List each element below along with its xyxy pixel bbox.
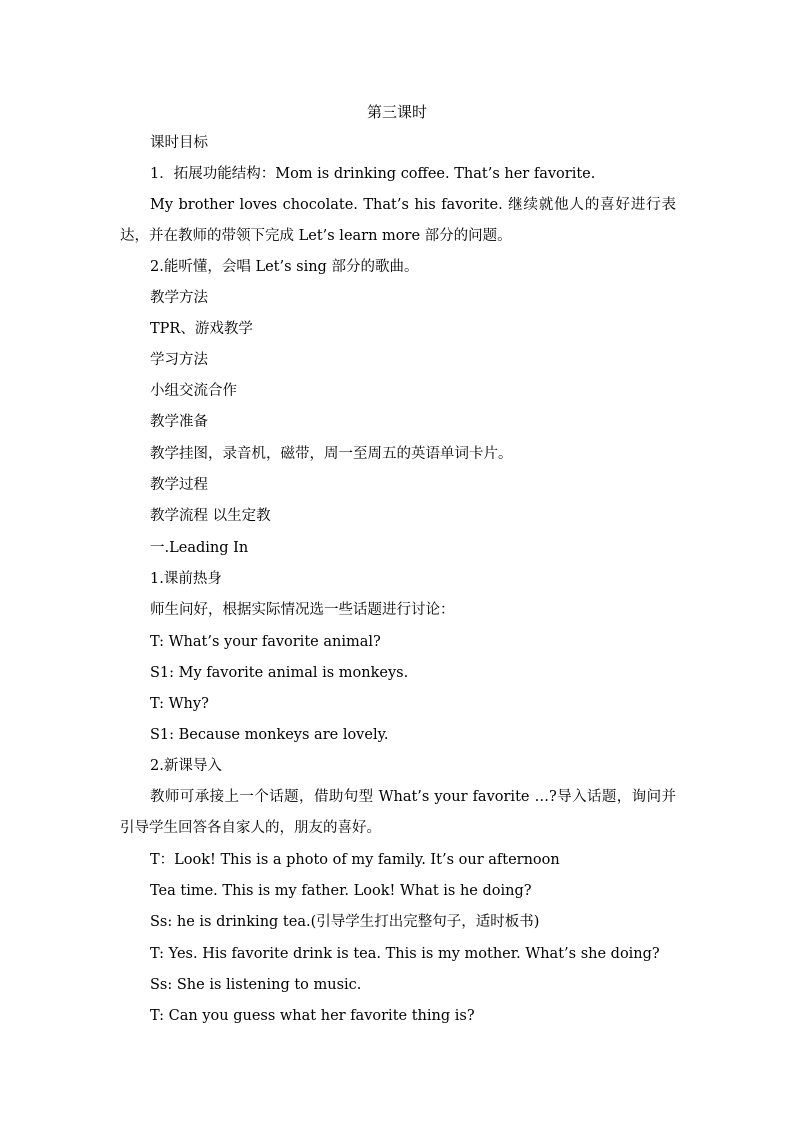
dialog-line: T: What’s your favorite animal? <box>150 634 381 650</box>
step-warm-up: 1.课前热身 <box>150 571 222 587</box>
objective-1: 1．拓展功能结构：Mom is drinking coffee. That’s her favorite. <box>150 166 596 182</box>
objectives-heading: 课时目标 <box>150 135 208 151</box>
dialog-line: Ss: She is listening to music. <box>150 977 362 993</box>
step-new-lesson: 2.新课导入 <box>150 758 222 774</box>
preparation: 教学挂图，录音机，磁带，周一至周五的英语单词卡片。 <box>150 446 513 462</box>
teaching-method: TPR、游戏教学 <box>150 321 253 337</box>
dialog-line: Ss: he is drinking tea.(引导学生打出完整句子，适时板书) <box>150 914 540 930</box>
dialog-line: Tea time. This is my father. Look! What is he doing? <box>150 883 532 899</box>
step-new-lesson-desc: 教师可承接上一个话题，借助句型 What’s your favorite …?导入话题，询问并引导学生回答各自家人的，朋友的喜好。 <box>120 789 676 836</box>
objective-2: 2.能听懂，会唱 Let’s sing 部分的歌曲。 <box>150 259 419 275</box>
page-title: 第三课时 <box>366 103 427 121</box>
preparation-heading: 教学准备 <box>150 414 208 430</box>
step-warm-up-desc: 师生问好，根据实际情况选一些话题进行讨论： <box>150 602 455 618</box>
process-heading: 教学过程 <box>150 477 208 493</box>
dialog-line: T: Why? <box>150 696 209 712</box>
section-leading-in: 一.Leading In <box>150 540 249 556</box>
dialog-line: S1: Because monkeys are lovely. <box>150 727 389 743</box>
dialog-line: S1: My favorite animal is monkeys. <box>150 665 409 681</box>
dialog-line: T：Look! This is a photo of my family. It’s our afternoon <box>150 852 560 868</box>
teaching-method-heading: 教学方法 <box>150 290 208 306</box>
learning-method-heading: 学习方法 <box>150 352 208 368</box>
dialog-line: T: Can you guess what her favorite thing is? <box>150 1008 475 1024</box>
learning-method: 小组交流合作 <box>150 383 237 399</box>
process-subheading: 教学流程 以生定教 <box>150 508 271 524</box>
objective-1-continued: My brother loves chocolate. That’s his favorite. 继续就他人的喜好进行表达，并在教师的带领下完成 Let’s learn more 部分的问题。 <box>120 197 676 244</box>
dialog-line: T: Yes. His favorite drink is tea. This is my mother. What’s she doing? <box>150 946 660 962</box>
